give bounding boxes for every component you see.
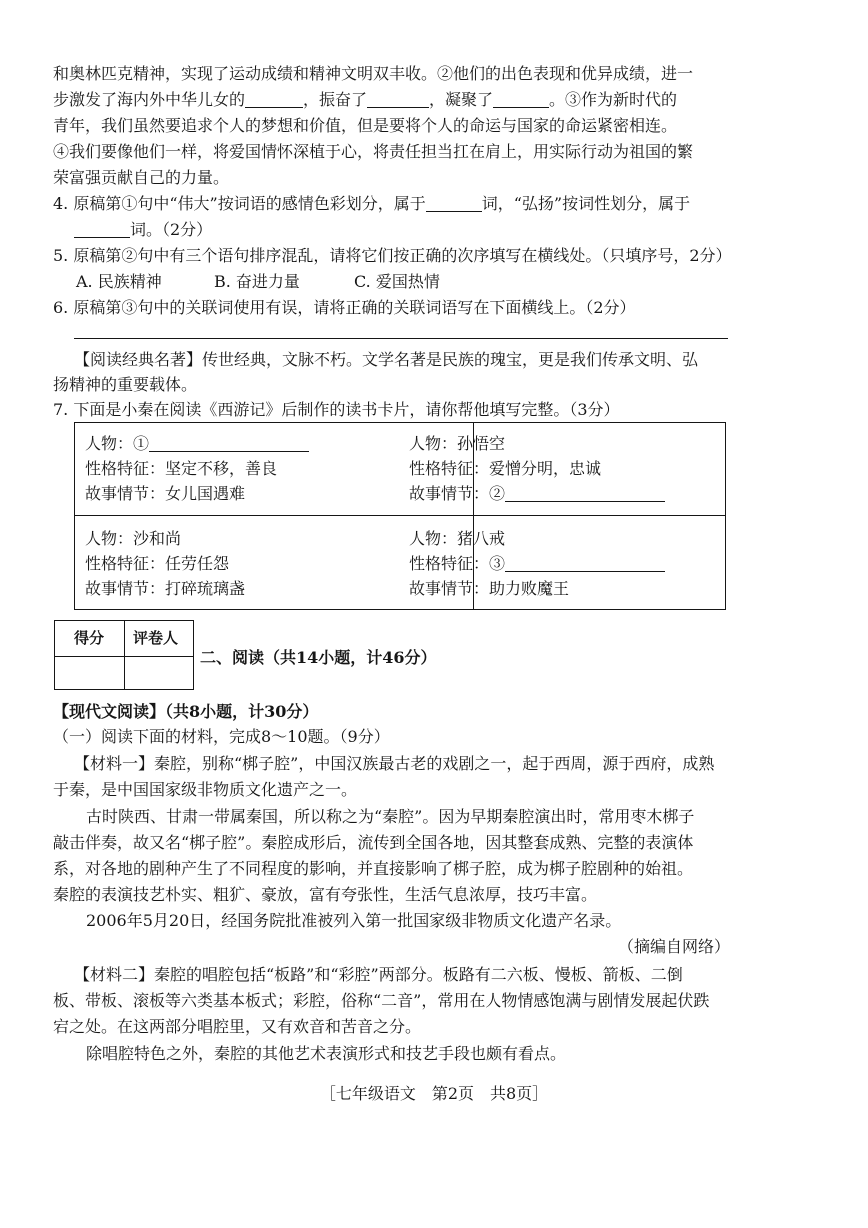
fill-blank-1[interactable] (245, 89, 303, 108)
material-2-line-3: 宕之处。在这两部分唱腔里，又有欢音和苦音之分。 (53, 1017, 422, 1036)
card-1-role-label: 人物：① (85, 434, 150, 453)
card-2-story-label: 故事情节：② (409, 484, 506, 503)
card-2-story-blank[interactable] (505, 483, 665, 502)
material-1-line-2: 于秦，是中国国家级非物质文化遗产之一。 (53, 780, 358, 799)
question-4-line-2 (74, 218, 212, 242)
card-2-trait: 性格特征：爱憎分明，忠诚 (409, 459, 602, 478)
q4-answer-blank-2[interactable] (74, 219, 130, 238)
material-1-line-1: 【材料一】秦腔，别称“梆子腔”，中国汉族最古老的戏剧之一，起于西周，源于西府，成熟 (74, 754, 715, 773)
intro-line-2 (53, 88, 677, 112)
card-divider-horizontal (75, 515, 725, 516)
card-4-trait-blank[interactable] (505, 553, 665, 572)
page-footer: ［七年级语文 第2页 共8页］ (319, 1084, 549, 1103)
card-4-role: 人物：猪八戒 (409, 529, 506, 548)
card-zhu-bajie (409, 526, 665, 601)
question-4-text-c: 词。（2分） (130, 220, 213, 239)
classics-line-2: 扬精神的重要载体。 (53, 375, 198, 394)
q6-answer-line[interactable] (74, 338, 728, 339)
card-3-story: 故事情节：打碎琉璃盏 (85, 579, 246, 598)
material-2-line-2: 板、带板、滚板等六类基本板式；彩腔，俗称“二音”，常用在人物情感饱满与剧情发展起伏跌 (53, 991, 710, 1010)
material-1-line-5: 系，对各地的剧种产生了不同程度的影响，并直接影响了梆子腔，成为梆子腔剧种的始祖。 (53, 859, 694, 878)
card-sha-heshang (85, 526, 245, 601)
material-1-line-6: 秦腔的表演技艺朴实、粗犷、豪放，富有夸张性，生活气息浓厚，技巧丰富。 (53, 885, 598, 904)
question-4 (53, 192, 690, 216)
card-2-story (409, 481, 665, 506)
material-1-line-3: 古时陕西、甘肃一带属秦国，所以称之为“秦腔”。因为早期秦腔演出时，常用枣木梆子 (86, 807, 695, 826)
fill-blank-2[interactable] (367, 89, 429, 108)
intro-line-3: 青年，我们虽然要追求个人的梦想和价值，但是要将个人的命运与国家的命运紧密相连。 (53, 116, 678, 135)
question-5: 5. 原稿第②句中有三个语句排序混乱，请将它们按正确的次序填写在横线处。（只填序号，2分） (53, 246, 732, 265)
card-4-trait-label: 性格特征：③ (409, 554, 506, 573)
card-1-trait: 性格特征：坚定不移，善良 (85, 459, 278, 478)
card-1-role (85, 431, 309, 456)
part-1-instruction: （一）阅读下面的材料，完成8～10题。（9分） (53, 727, 390, 746)
intro-line-2-text-a: 步激发了海内外中华儿女的 (53, 90, 246, 109)
card-2-role: 人物：孙悟空 (409, 434, 506, 453)
card-3-role: 人物：沙和尚 (85, 529, 182, 548)
card-sun-wukong (409, 431, 665, 506)
score-box-divider-v (124, 621, 125, 689)
question-7: 7. 下面是小秦在阅读《西游记》后制作的读书卡片，请你帮他填写完整。（3分） (53, 400, 620, 419)
q4-answer-blank-1[interactable] (426, 193, 482, 212)
intro-line-2-text-c: ，凝聚了 (429, 90, 494, 109)
question-4-text-a: 4. 原稿第①句中“伟大”按词语的感情色彩划分，属于 (53, 194, 426, 213)
reading-card-table (74, 422, 726, 610)
intro-line-5: 荣富强贡献自己的力量。 (53, 168, 230, 187)
intro-line-2-text-d: 。③作为新时代的 (549, 90, 678, 109)
q5-option-c: C. 爱国热情 (354, 272, 440, 291)
score-box (54, 620, 194, 690)
modern-reading-title: 【现代文阅读】（共8小题，计30分） (53, 702, 319, 721)
card-4-trait (409, 551, 665, 576)
material-1-line-7: 2006年5月20日，经国务院批准被列入第一批国家级非物质文化遗产名录。 (86, 911, 622, 930)
question-6: 6. 原稿第③句中的关联词使用有误，请将正确的关联词语写在下面横线上。（2分） (53, 298, 636, 317)
q5-option-a: A. 民族精神 (76, 272, 162, 291)
card-tang-seng (85, 431, 309, 506)
intro-line-4: ④我们要像他们一样，将爱国情怀深植于心，将责任担当扛在肩上，用实际行动为祖国的繁 (53, 142, 694, 161)
card-3-trait: 性格特征：任劳任怨 (85, 554, 230, 573)
material-2-line-1: 【材料二】秦腔的唱腔包括“板路”和“彩腔”两部分。板路有二六板、慢板、箭板、二倒 (74, 965, 683, 984)
intro-line-1: 和奥林匹克精神，实现了运动成绩和精神文明双丰收。②他们的出色表现和优异成绩，进一 (53, 64, 694, 83)
q5-option-b: B. 奋进力量 (214, 272, 300, 291)
material-1-source: （摘编自网络） (617, 937, 730, 956)
score-label: 得分 (74, 629, 105, 647)
card-1-story: 故事情节：女儿国遇难 (85, 484, 246, 503)
card-4-story: 故事情节：助力败魔王 (409, 579, 570, 598)
question-4-text-b: 词，“弘扬”按词性划分，属于 (481, 194, 691, 213)
grader-label: 评卷人 (133, 629, 179, 647)
intro-line-2-text-b: ，振奋了 (303, 90, 368, 109)
score-box-divider-h (55, 656, 193, 657)
fill-blank-3[interactable] (493, 89, 549, 108)
material-1-line-4: 敲击伴奏，故又名“梆子腔”。秦腔成形后，流传到全国各地，因其整套成熟、完整的表演体 (53, 833, 694, 852)
card-1-role-blank[interactable] (149, 433, 309, 452)
material-2-line-4: 除唱腔特色之外，秦腔的其他艺术表演形式和技艺手段也颇有看点。 (86, 1044, 567, 1063)
section-2-title: 二、阅读（共14小题，计46分） (200, 648, 437, 667)
classics-line-1: 【阅读经典名著】传世经典，文脉不朽。文学名著是民族的瑰宝，更是我们传承文明、弘 (74, 350, 699, 369)
